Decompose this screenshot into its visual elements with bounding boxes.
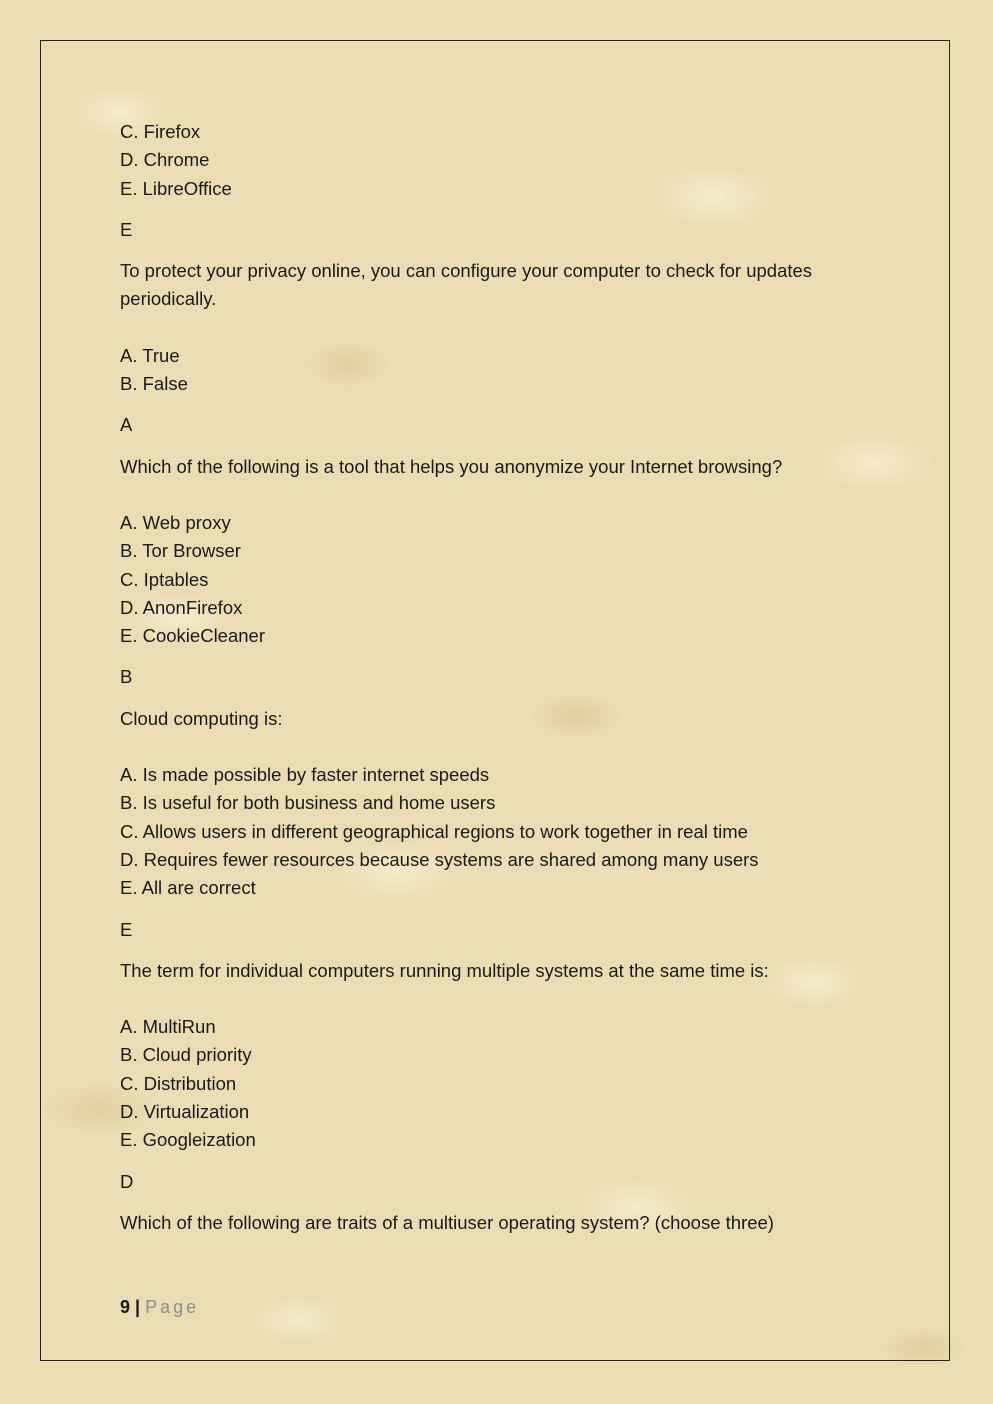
question-text: Which of the following is a tool that helps you anonymize your Internet browsing?: [120, 455, 783, 477]
option-list: [120, 118, 880, 203]
option-item: B. Tor Browser: [120, 540, 241, 562]
option-item: D. Virtualization: [120, 1101, 250, 1123]
option-item: B. False: [120, 373, 188, 395]
page-number: 9: [120, 1297, 131, 1317]
option-item: E. All are correct: [120, 877, 256, 899]
option-item: A. True: [120, 344, 180, 366]
option-item: C. Distribution: [120, 1072, 237, 1094]
option-item: E. Googleization: [120, 1129, 256, 1151]
option-item: C. Iptables: [120, 568, 209, 590]
option-item: B. Is useful for both business and home users: [120, 792, 496, 814]
option-item: E. LibreOffice: [120, 177, 232, 199]
option-item: C. Firefox: [120, 121, 201, 142]
question-text: Which of the following are traits of a multiuser operating system? (choose three): [120, 1211, 774, 1233]
question-text: The term for individual computers running multiple systems at the same time is:: [120, 959, 769, 981]
page-footer: [120, 1294, 199, 1320]
question-text: Cloud computing is:: [120, 707, 283, 729]
page-content: [120, 118, 880, 1237]
option-item: A. MultiRun: [120, 1016, 216, 1038]
answer-text: B: [120, 666, 133, 688]
option-item: D. Chrome: [120, 149, 210, 171]
option-list: [120, 1013, 880, 1154]
answer-text: E: [120, 918, 133, 940]
answer-text: A: [120, 414, 133, 436]
option-item: D. AnonFirefox: [120, 596, 243, 618]
option-item: A. Web proxy: [120, 511, 231, 533]
option-list: [120, 509, 880, 650]
option-item: A. Is made possible by faster internet speeds: [120, 764, 490, 786]
option-item: C. Allows users in different geographical regions to work together in real time: [120, 820, 748, 842]
footer-separator: |: [130, 1297, 146, 1317]
page-label: Page: [145, 1297, 200, 1317]
answer-text: D: [120, 1170, 134, 1192]
answer-text: E: [120, 218, 133, 240]
option-item: D. Requires fewer resources because systems are shared among many users: [120, 848, 759, 870]
option-list: [120, 342, 880, 399]
option-item: E. CookieCleaner: [120, 625, 265, 647]
option-list: [120, 761, 880, 902]
question-text: To protect your privacy online, you can configure your computer to check for updates periodically.: [120, 260, 813, 310]
option-item: B. Cloud priority: [120, 1044, 252, 1066]
